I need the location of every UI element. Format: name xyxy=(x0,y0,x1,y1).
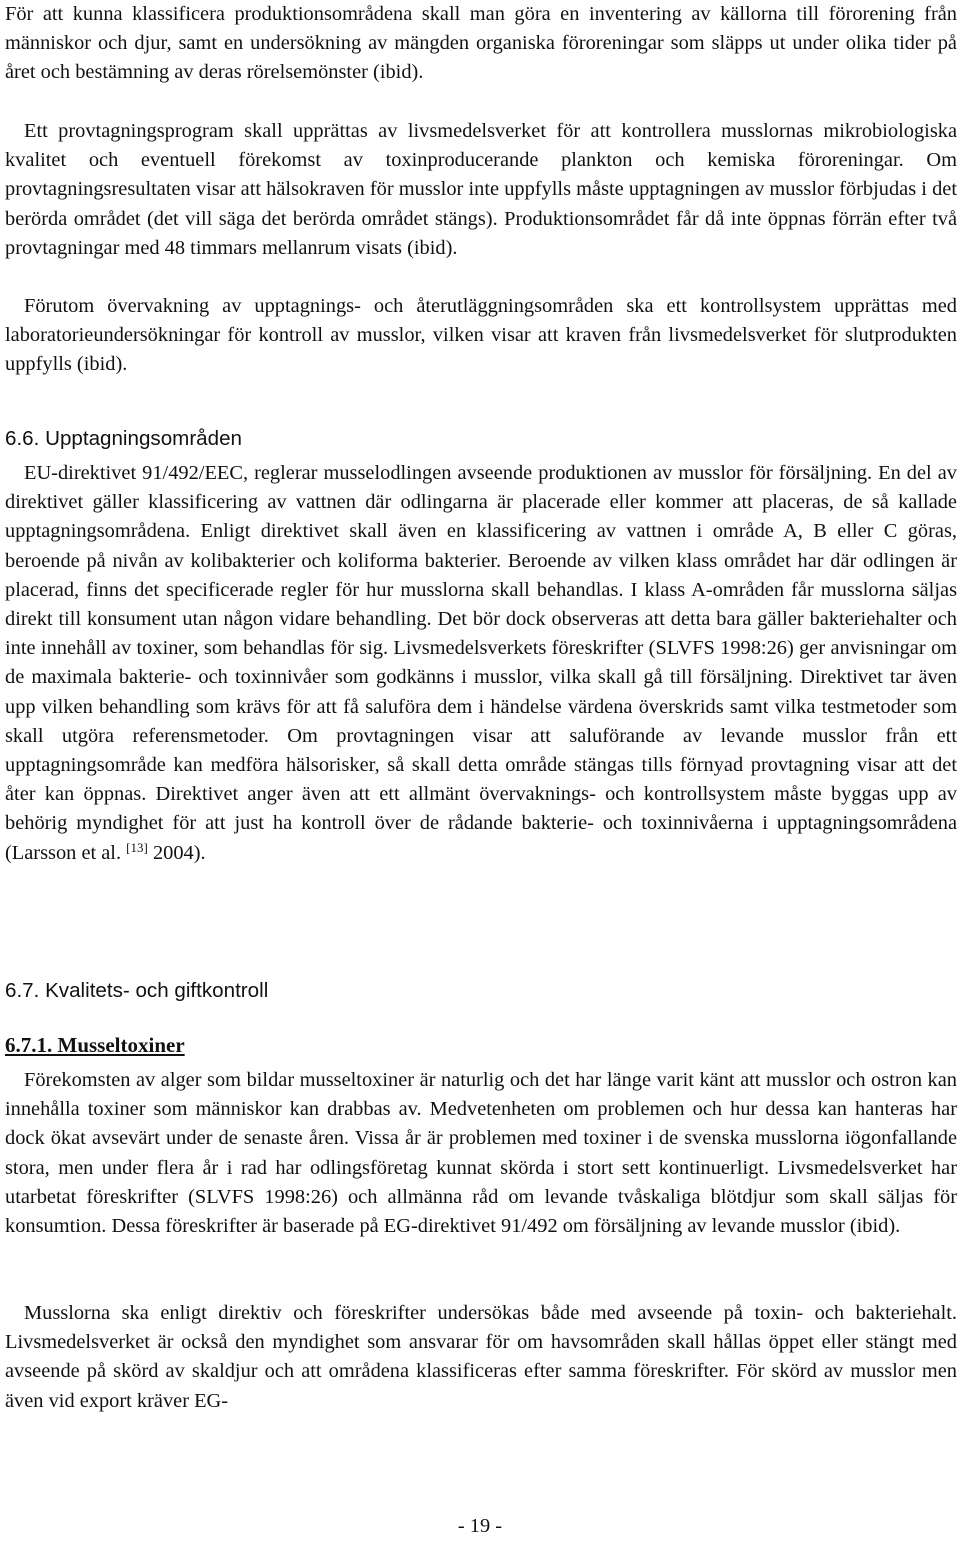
paragraph-eu-directive xyxy=(5,459,957,868)
paragraph-text: EU-direktivet 91/492/EEC, reglerar musselodlingen avseende produktionen av musslor för försäljning. En del av direktivet gäller klassificering av vattnen där odlingarna är placerade eller kommer att placeras, de så kallade upptagningsområdena. Enligt direktivet skall även en klassificering av vattnen i område A, B eller C göras, beroende på nivån av kolibakterier och koliforma bakterier. Beroende av vilken klass området har där odlingen är placerad, finns det specificerade regler för hur musslorna skall behandlas. I klass A-områden får musslorna säljas direkt till konsument utan någon vidare behandling. Det bör dock observeras att detta bara gäller bakteriehalter och inte innehåll av toxiner, som behandlas för sig. Livsmedelsverkets föreskrifter (SLVFS 1998:26) ger anvisningar om de maximala bakterie- och toxinnivåer som godkänns i musslor, vilka skall gå till försäljning. Direktivet tar även upp vilken behandling som krävs för att få saluföra dem i händelse värdena överskrids samt vilka testmetoder som skall utgöra referensmetoder. Om provtagningen visar att saluförande av levande musslor från ett upptagningsområde kan medföra hälsorisker, så skall detta område stängas tills förnyad provtagning visar att det åter kan öppnas. Direktivet anger även att ett allmänt övervaknings- och kontrollsystem måste byggas upp av behörig myndighet för att just ha kontroll över de rådande bakterie- och toxinnivåerna i upptagningsområdena (Larsson et al. xyxy=(5,462,957,864)
paragraph-text: Förekomsten av alger som bildar musseltoxiner är naturlig och det har länge varit känt att musslor och ostron kan innehålla toxiner som människor kan drabbas av. Medvetenheten om problemen och hur dessa kan hanteras har dock ökat avsevärt under de senaste åren. Vissa år är problemen med toxiner i de svenska musslorna iögonfallande stora, men under flera år i rad har odlingsföretag kunnat skörda i stort sett kontinuerligt. Livsmedelsverket har utarbetat föreskrifter (SLVFS 1998:26) och allmänna råd om levande tvåskaliga blötdjur som skall säljas för konsumtion. Dessa föreskrifter är baserade på EG-direktivet 91/492 om försäljning av levande musslor (ibid). xyxy=(5,1069,957,1238)
paragraph-control-system xyxy=(5,292,957,380)
heading-upptagningsomraden: 6.6. Upptagningsområden xyxy=(5,427,242,450)
page-number: - 19 - xyxy=(457,1515,503,1537)
paragraph-text: Musslorna ska enligt direktiv och föreskrifter undersökas både med avseende på toxin- och bakteriehalt. Livsmedelsverket är också den myndighet som ansvarar för om havsområden skall hållas öppet eller stängt med avseende på skörd av skaldjur och att områdena klassificeras efter samma föreskrifter. För skörd av musslor men även vid export kräver EG- xyxy=(5,1302,957,1412)
paragraph-text-end: 2004). xyxy=(147,841,206,864)
paragraph-mussel-toxins xyxy=(5,1066,957,1241)
paragraph-text: Ett provtagningsprogram skall upprättas av livsmedelsverket för att kontrollera musslornas mikrobiologiska kvalitet och eventuell förekomst av toxinproducerande plankton och kemiska föroreningar. Om provtagningsresultaten visar att hälsokraven för musslor inte uppfylls måste upptagningen av musslor förbjudas i det berörda området (det vill säga det berörda området stängs). Produktionsområdet får då inte öppnas förrän efter två provtagningar med 48 timmars mellanrum visats (ibid). xyxy=(5,120,957,259)
paragraph-sampling-program xyxy=(5,117,957,263)
paragraph-text: Förutom övervakning av upptagnings- och återutläggningsområden ska ett kontrollsystem upprättas med laboratorieundersökningar för kontroll av musslor, vilken visar att kraven från livsmedelsverket för slutprodukten uppfylls (ibid). xyxy=(5,295,957,376)
heading-musseltoxiner: 6.7.1. Musseltoxiner xyxy=(5,1033,185,1057)
heading-kvalitets-giftkontroll: 6.7. Kvalitets- och giftkontroll xyxy=(5,979,269,1002)
paragraph-text: För att kunna klassificera produktionsområdena skall man göra en inventering av källorna till förorening från människor och djur, samt en undersökning av mängden organiska föroreningar som släpps ut under olika tider på året och bestämning av deras rörelsemönster (ibid). xyxy=(5,3,957,84)
citation-reference: [13] xyxy=(126,839,148,855)
paragraph-classification-inventory xyxy=(5,0,957,88)
paragraph-inspection xyxy=(5,1299,957,1416)
